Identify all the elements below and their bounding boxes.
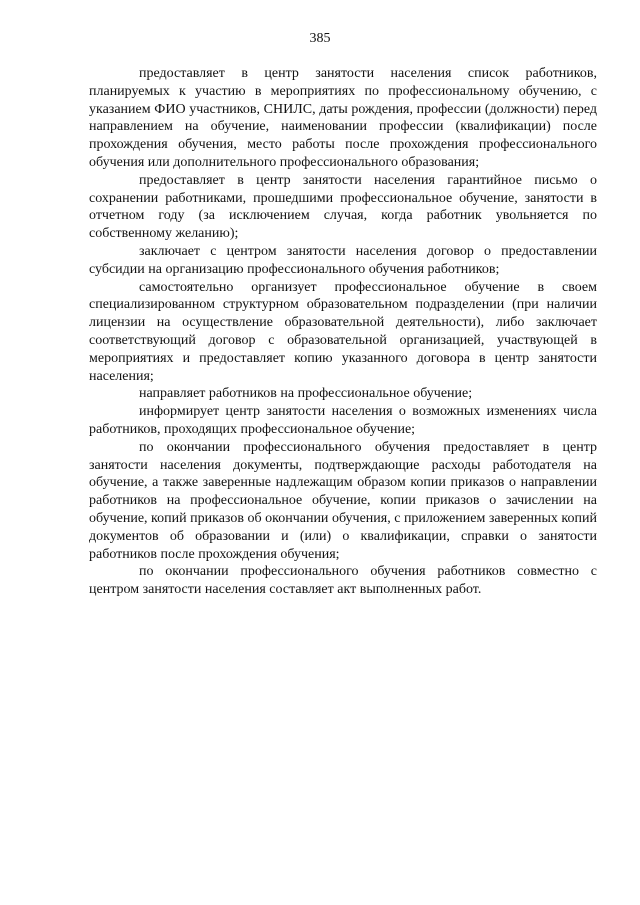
paragraph-organize-training: самостоятельно организует профессиональное обучение в своем специализированном структурном образовательном подразделении (при наличии лицензии на осуществление образовательной деятельности), либо заключает соответствующий договор с образовательной организацией, участвующей в мероприятиях и предоставляет копию указанного договора в центр занятости населения; — [89, 279, 597, 384]
paragraph-guarantee-letter: предоставляет в центр занятости населения гарантийное письмо о сохранении работниками, прошедшими профессиональное обучение, занятости в отчетном году (за исключением случая, когда работник увольняется по собственному желанию); — [89, 172, 597, 242]
paragraph-submit-employee-list: предоставляет в центр занятости населения список работников, планируемых к участию в мероприятиях по профессиональному обучению, с указанием ФИО участников, СНИЛС, даты рождения, профессии (должности) перед направлением на обучение, наименовании профессии (квалификации) после прохождения обучения, место работы после прохождения профессионального обучения или дополнительного профессионального образования; — [89, 66, 597, 170]
paragraph-completion-act: по окончании профессионального обучения работников совместно с центром занятости населения составляет акт выполненных работ. — [89, 564, 597, 598]
paragraph-send-employees: направляет работников на профессиональное обучение; — [139, 386, 473, 402]
document-body — [89, 65, 597, 599]
page-number: 385 — [309, 31, 331, 46]
paragraph-inform-changes: информирует центр занятости населения о возможных изменениях числа работников, проходящих профессиональное обучение; — [89, 404, 597, 437]
paragraph-subsidy-agreement: заключает с центром занятости населения договор о предоставлении субсидии на организацию профессионального обучения работников; — [89, 243, 597, 277]
paragraph-submit-documents: по окончании профессионального обучения предоставляет в центр занятости населения документы, подтверждающие расходы работодателя на обучение, а также заверенные надлежащим образом копии приказов о направлении работников на профессиональное обучение, копии приказов о зачислении на обучение, копий приказов об окончании обучения, с приложением заверенных копий документов об образовании и (или) о квалификации, справки о занятости работников после прохождения обучения; — [89, 439, 597, 562]
